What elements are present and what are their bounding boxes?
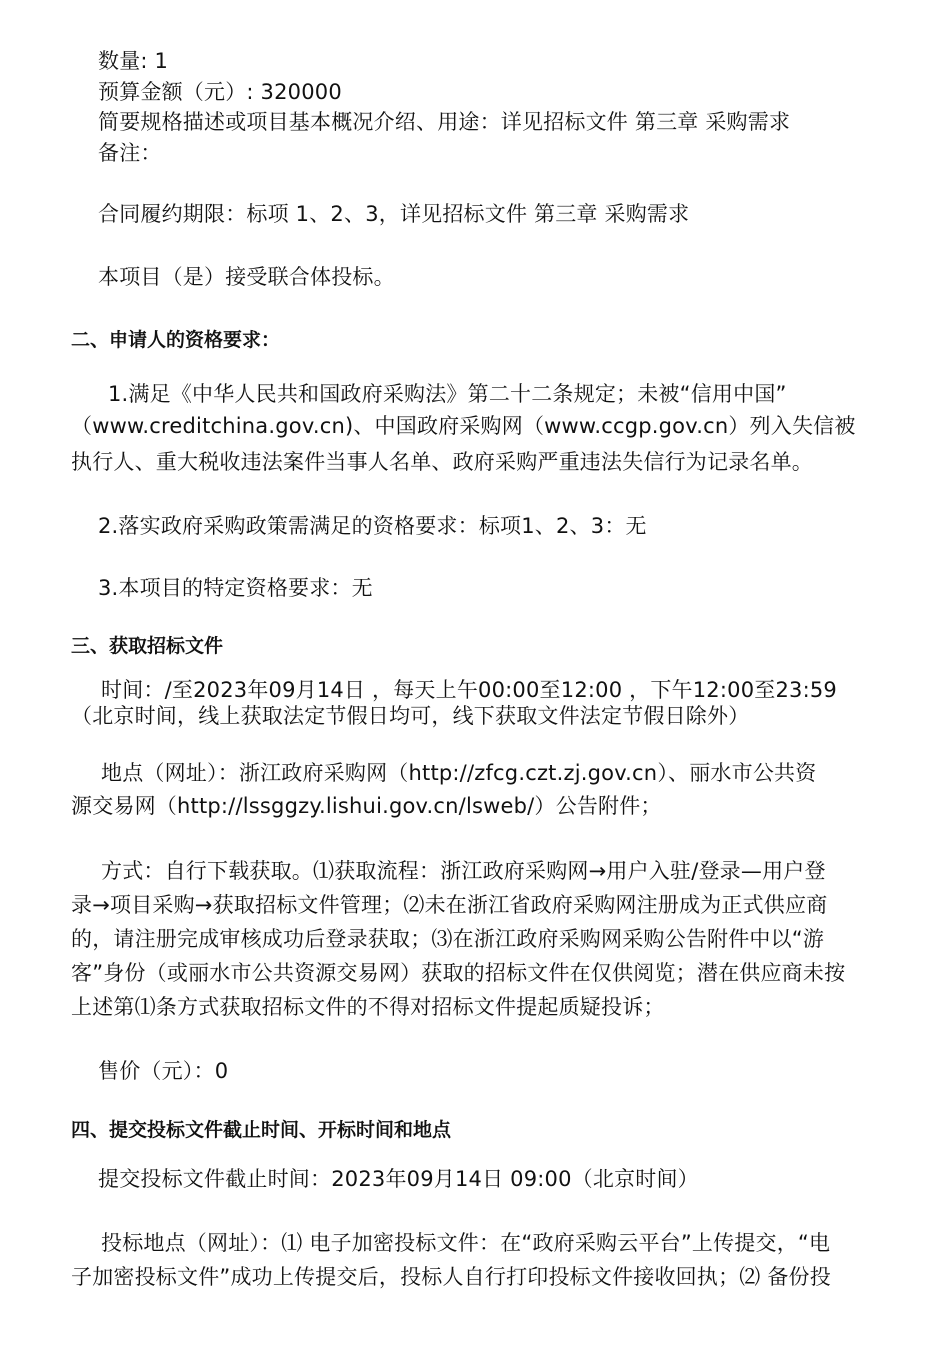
obtain-method-line-5: 上述第⑴条方式获取招标文件的不得对招标文件提起质疑投诉；: [71, 995, 665, 1019]
consortium-line: 本项目（是）接受联合体投标。: [98, 265, 395, 289]
remark-line: 备注：: [98, 141, 162, 165]
obtain-time-line-2: （北京时间，线上获取法定节假日均可，线下获取文件法定节假日除外）: [71, 704, 750, 728]
requirement-1-line-1: 1.满足《中华人民共和国政府采购法》第二十二条规定；未被“信用中国”: [108, 382, 787, 406]
obtain-method-line-2: 录→项目采购→获取招标文件管理；⑵未在浙江省政府采购网注册成为正式供应商: [71, 893, 828, 917]
requirement-1-line-3: 执行人、重大税收违法案件当事人名单、政府采购严重违法失信行为记录名单。: [71, 450, 813, 474]
requirement-3-line: 3.本项目的特定资格要求：无: [98, 576, 373, 600]
obtain-method-line-3: 的，请注册完成审核成功后登录获取；⑶在浙江政府采购网采购公告附件中以“游: [71, 927, 825, 951]
bid-location-line-1: 投标地点（网址）：⑴ 电子加密投标文件：在“政府采购云平台”上传提交，“电: [101, 1231, 831, 1255]
obtain-method-line-4: 客”身份（或丽水市公共资源交易网）获取的招标文件在仅供阅览；潜在供应商未按: [71, 961, 846, 985]
requirement-2-line: 2.落实政府采购政策需满足的资格要求：标项1、2、3：无: [98, 514, 647, 538]
budget-line: 预算金额（元）: 320000: [98, 80, 342, 104]
section-3-heading: 三、获取招标文件: [71, 635, 224, 657]
price-line: 售价（元）：0: [98, 1059, 229, 1083]
section-4-heading: 四、提交投标文件截止时间、开标时间和地点: [71, 1119, 452, 1141]
obtain-location-line-1: 地点（网址）：浙江政府采购网（http://zfcg.czt.zj.gov.cn）、丽水市公共资: [101, 761, 817, 785]
obtain-method-line-1: 方式：自行下载获取。⑴获取流程：浙江政府采购网→用户入驻/登录—用户登: [101, 859, 826, 883]
obtain-time-line-1: 时间：/至2023年09月14日 ，每天上午00:00至12:00 ，下午12:00至23:59: [101, 678, 837, 702]
obtain-location-line-2: 源交易网（http://lssggzy.lishui.gov.cn/lsweb/）公告附件；: [71, 794, 662, 818]
bid-location-line-2: 子加密投标文件”成功上传提交后，投标人自行打印投标文件接收回执；⑵ 备份投: [71, 1265, 831, 1289]
contract-period-line: 合同履约期限：标项 1、2、3，详见招标文件 第三章 采购需求: [98, 202, 690, 226]
requirement-1-line-2: （www.creditchina.gov.cn)、中国政府采购网（www.ccgp.gov.cn）列入失信被: [71, 414, 856, 438]
deadline-line: 提交投标文件截止时间：2023年09月14日 09:00（北京时间）: [98, 1167, 699, 1191]
section-2-heading: 二、申请人的资格要求：: [71, 329, 281, 351]
quantity-line: 数量: 1: [98, 49, 169, 73]
spec-line: 简要规格描述或项目基本概况介绍、用途：详见招标文件 第三章 采购需求: [98, 110, 791, 134]
